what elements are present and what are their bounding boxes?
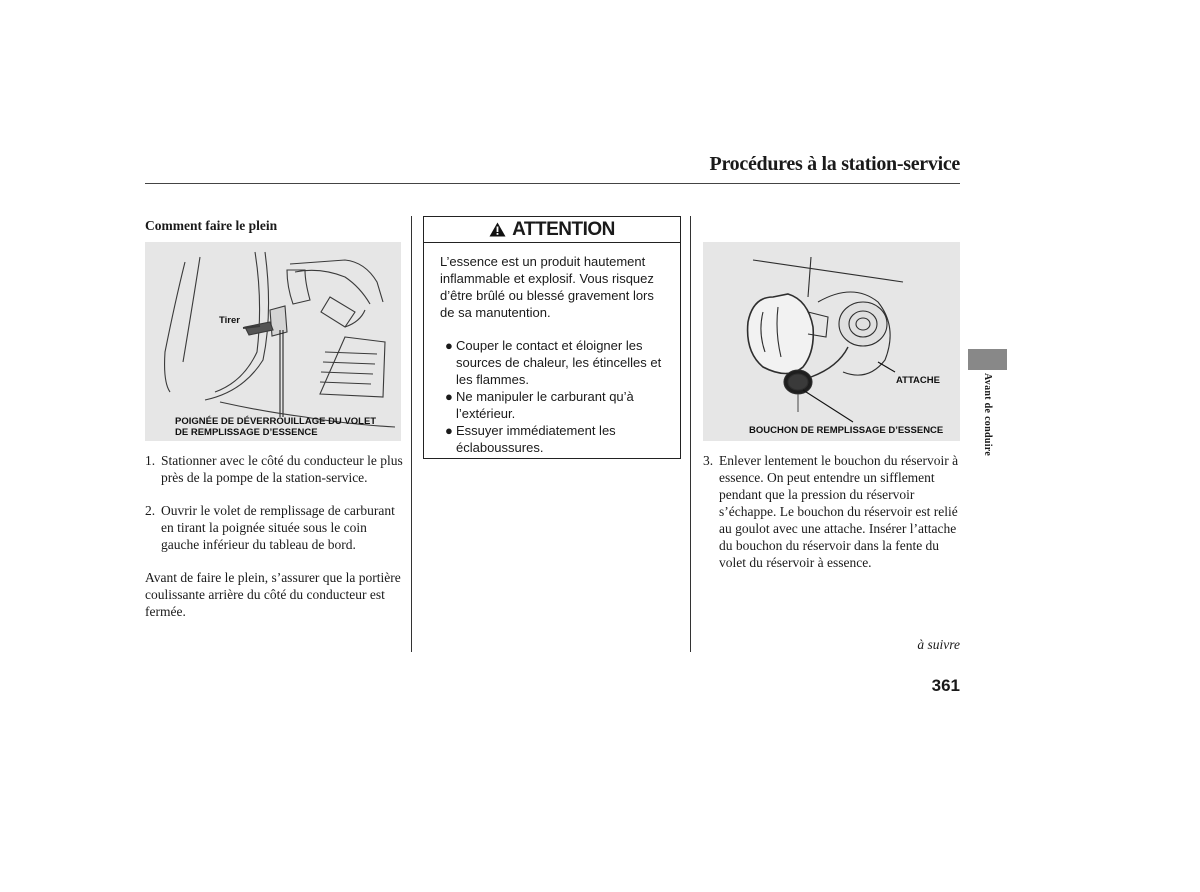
step-text: Stationner avec le côté du conducteur le plus près de la pompe de la station-service. xyxy=(161,453,403,485)
release-handle-figure xyxy=(145,242,401,441)
warning-item-text: Couper le contact et éloigner les sources de chaleur, les étincelles et les flammes. xyxy=(456,338,662,387)
section-tab-label: Avant de conduire xyxy=(982,373,993,457)
page-title: Procédures à la station-service xyxy=(709,153,960,175)
step-item xyxy=(145,452,407,486)
section-tab xyxy=(968,349,1007,370)
step-item xyxy=(703,452,960,571)
warning-box xyxy=(423,216,681,459)
fuel-cap-illustration xyxy=(703,242,960,441)
step-text: Enlever lentement le bouchon du réservoir à essence. On peut entendre un sifflement pendant que la pression du réservoir s’échappe. Le bouchon du réservoir est relié au goulot avec une attache. Insérer l’attache du bouchon du réservoir dans la fente du volet du réservoir à essence. xyxy=(719,453,959,570)
left-steps xyxy=(145,452,407,620)
pull-label: Tirer xyxy=(219,315,240,326)
title-rule xyxy=(145,183,960,184)
warning-title: ATTENTION xyxy=(512,218,615,240)
step-number: 1. xyxy=(145,453,156,468)
tether-label: ATTACHE xyxy=(896,375,940,386)
step-number: 2. xyxy=(145,503,156,518)
release-handle-caption xyxy=(175,416,395,438)
release-handle-illustration xyxy=(145,242,401,441)
steps-list xyxy=(145,452,407,553)
warning-item xyxy=(440,337,666,388)
column-divider-right xyxy=(690,216,691,652)
fuel-cap-figure xyxy=(703,242,960,441)
step-number: 3. xyxy=(703,453,714,468)
column-divider-left xyxy=(411,216,412,652)
section-heading: Comment faire le plein xyxy=(145,218,278,233)
caption-line-1: POIGNÉE DE DÉVERROUILLAGE DU VOLET xyxy=(175,416,377,427)
warning-item xyxy=(440,388,666,422)
right-step xyxy=(703,452,960,587)
fuel-cap-label: BOUCHON DE REMPLISSAGE D’ESSENCE xyxy=(749,425,944,436)
warning-triangle-icon xyxy=(489,222,506,237)
warning-list xyxy=(440,337,666,456)
warning-item-text: Ne manipuler le carburant qu’à l’extérieur. xyxy=(456,389,634,421)
warning-intro: L’essence est un produit hautement inflammable et explosif. Vous risquez d’être brûlé ou blessé gravement lors de sa manutention. xyxy=(440,254,654,320)
warning-header xyxy=(424,217,680,243)
continued-label: à suivre xyxy=(917,637,960,652)
steps-list xyxy=(703,452,960,571)
page-number: 361 xyxy=(931,676,960,695)
warning-item xyxy=(440,422,666,456)
step-text: Ouvrir le volet de remplissage de carburant en tirant la poignée située sous le coin gauche inférieur du tableau de bord. xyxy=(161,503,395,552)
bullet-icon: ● xyxy=(445,338,453,353)
warning-body xyxy=(424,243,680,456)
step-item xyxy=(145,502,407,553)
bullet-icon: ● xyxy=(445,423,453,438)
bullet-icon: ● xyxy=(445,389,453,404)
door-note: Avant de faire le plein, s’assurer que la portière coulissante arrière du côté du conducteur est fermée. xyxy=(145,570,401,619)
warning-item-text: Essuyer immédiatement les éclaboussures. xyxy=(456,423,616,455)
caption-line-2: DE REMPLISSAGE D’ESSENCE xyxy=(175,427,318,438)
